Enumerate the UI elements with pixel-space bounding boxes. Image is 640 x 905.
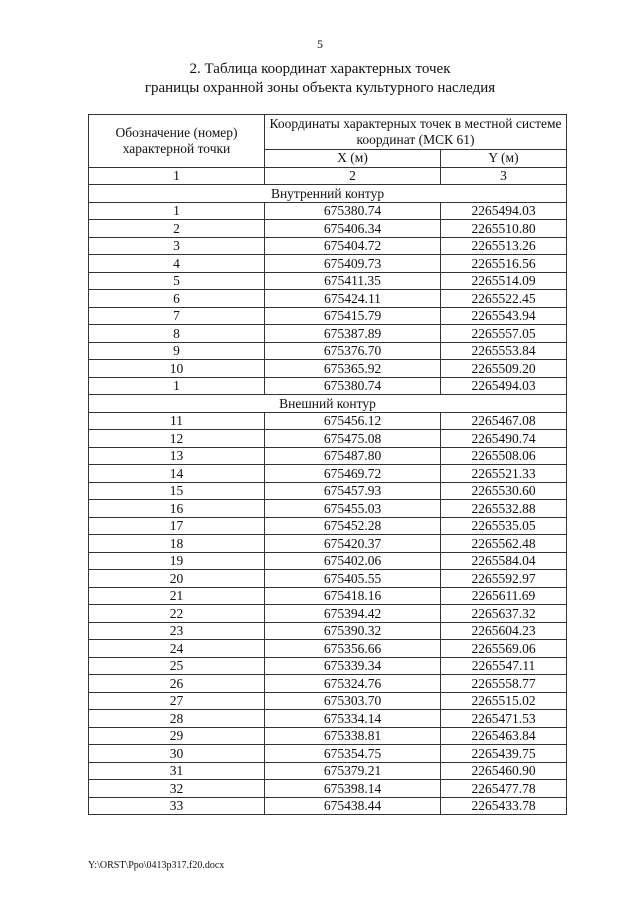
table-row	[89, 482, 567, 500]
point-number: 28	[89, 710, 265, 728]
coordinate-y: 2265569.06	[441, 640, 567, 658]
coordinate-y: 2265535.05	[441, 517, 567, 535]
coordinate-y: 2265477.78	[441, 780, 567, 798]
header-y: Y (м)	[441, 150, 567, 168]
coordinate-x: 675376.70	[265, 342, 441, 360]
point-number: 30	[89, 745, 265, 763]
column-numbers-row	[89, 167, 567, 185]
table-row	[89, 762, 567, 780]
point-number: 17	[89, 517, 265, 535]
table-row	[89, 640, 567, 658]
point-number: 32	[89, 780, 265, 798]
table-row	[89, 517, 567, 535]
coordinate-y: 2265592.97	[441, 570, 567, 588]
table-row	[89, 500, 567, 518]
coordinate-y: 2265521.33	[441, 465, 567, 483]
page-number: 5	[317, 37, 323, 51]
coordinate-y: 2265467.08	[441, 412, 567, 430]
coordinate-x: 675420.37	[265, 535, 441, 553]
coordinate-x: 675469.72	[265, 465, 441, 483]
section-row	[89, 185, 567, 203]
coordinate-x: 675334.14	[265, 710, 441, 728]
table-row	[89, 447, 567, 465]
point-number: 4	[89, 255, 265, 273]
coordinate-y: 2265532.88	[441, 500, 567, 518]
header-x: X (м)	[265, 150, 441, 168]
coordinate-y: 2265494.03	[441, 202, 567, 220]
coordinates-table-body	[89, 115, 567, 815]
coordinate-y: 2265553.84	[441, 342, 567, 360]
point-number: 8	[89, 325, 265, 343]
document-title	[0, 60, 640, 98]
table-row	[89, 605, 567, 623]
point-number: 7	[89, 307, 265, 325]
coordinate-y: 2265510.80	[441, 220, 567, 238]
point-number: 14	[89, 465, 265, 483]
table-row	[89, 430, 567, 448]
coordinate-x: 675409.73	[265, 255, 441, 273]
point-number: 2	[89, 220, 265, 238]
point-number: 10	[89, 360, 265, 378]
point-number: 12	[89, 430, 265, 448]
table-row	[89, 342, 567, 360]
point-number: 1	[89, 377, 265, 395]
title-line-1: 2. Таблица координат характерных точек	[189, 61, 451, 77]
coordinate-x: 675354.75	[265, 745, 441, 763]
coordinate-y: 2265433.78	[441, 797, 567, 815]
table-row	[89, 237, 567, 255]
coordinate-x: 675387.89	[265, 325, 441, 343]
coordinate-x: 675402.06	[265, 552, 441, 570]
table-row	[89, 570, 567, 588]
table-row	[89, 360, 567, 378]
coordinate-x: 675338.81	[265, 727, 441, 745]
coordinate-y: 2265513.26	[441, 237, 567, 255]
coordinate-x: 675475.08	[265, 430, 441, 448]
coordinate-x: 675380.74	[265, 202, 441, 220]
point-number: 31	[89, 762, 265, 780]
point-number: 21	[89, 587, 265, 605]
table-row	[89, 290, 567, 308]
coordinate-y: 2265611.69	[441, 587, 567, 605]
coordinate-y: 2265530.60	[441, 482, 567, 500]
coordinate-x: 675365.92	[265, 360, 441, 378]
point-number: 15	[89, 482, 265, 500]
section-row	[89, 395, 567, 413]
coordinates-table	[88, 114, 567, 815]
table-row	[89, 587, 567, 605]
coordinate-y: 2265584.04	[441, 552, 567, 570]
point-number: 1	[89, 202, 265, 220]
table-row	[89, 220, 567, 238]
coordinate-y: 2265522.45	[441, 290, 567, 308]
header-coordinates: Координаты характерных точек в местной системе координат (МСК 61)	[265, 115, 567, 150]
coordinate-x: 675457.93	[265, 482, 441, 500]
point-number: 3	[89, 237, 265, 255]
section-title: Внутренний контур	[89, 185, 567, 203]
title-line-2: границы охранной зоны объекта культурного наследия	[144, 80, 496, 96]
point-number: 33	[89, 797, 265, 815]
point-number: 22	[89, 605, 265, 623]
table-row	[89, 202, 567, 220]
coordinate-x: 675438.44	[265, 797, 441, 815]
coordinate-x: 675411.35	[265, 272, 441, 290]
header-designation: Обозначение (номер) характерной точки	[89, 115, 265, 168]
point-number: 24	[89, 640, 265, 658]
column-number-1: 1	[89, 167, 265, 185]
coordinate-x: 675405.55	[265, 570, 441, 588]
coordinate-y: 2265543.94	[441, 307, 567, 325]
coordinate-y: 2265471.53	[441, 710, 567, 728]
coordinate-y: 2265494.03	[441, 377, 567, 395]
point-number: 11	[89, 412, 265, 430]
point-number: 16	[89, 500, 265, 518]
point-number: 5	[89, 272, 265, 290]
coordinate-x: 675418.16	[265, 587, 441, 605]
coordinate-x: 675380.74	[265, 377, 441, 395]
table-row	[89, 797, 567, 815]
point-number: 25	[89, 657, 265, 675]
table-row	[89, 272, 567, 290]
coordinate-y: 2265508.06	[441, 447, 567, 465]
table-row	[89, 465, 567, 483]
coordinate-y: 2265547.11	[441, 657, 567, 675]
table-row	[89, 412, 567, 430]
coordinate-x: 675406.34	[265, 220, 441, 238]
coordinate-x: 675398.14	[265, 780, 441, 798]
table-row	[89, 622, 567, 640]
point-number: 29	[89, 727, 265, 745]
coordinate-y: 2265490.74	[441, 430, 567, 448]
coordinate-y: 2265463.84	[441, 727, 567, 745]
table-row	[89, 325, 567, 343]
table-row	[89, 692, 567, 710]
coordinate-y: 2265558.77	[441, 675, 567, 693]
table-row	[89, 745, 567, 763]
point-number: 9	[89, 342, 265, 360]
point-number: 13	[89, 447, 265, 465]
table-row	[89, 535, 567, 553]
section-title: Внешний контур	[89, 395, 567, 413]
coordinate-y: 2265516.56	[441, 255, 567, 273]
coordinate-y: 2265604.23	[441, 622, 567, 640]
coordinate-x: 675379.21	[265, 762, 441, 780]
coordinate-x: 675394.42	[265, 605, 441, 623]
coordinate-x: 675456.12	[265, 412, 441, 430]
coordinate-x: 675424.11	[265, 290, 441, 308]
coordinate-x: 675487.80	[265, 447, 441, 465]
coordinate-x: 675404.72	[265, 237, 441, 255]
point-number: 19	[89, 552, 265, 570]
point-number: 27	[89, 692, 265, 710]
table-row	[89, 727, 567, 745]
file-path-footer: Y:\ORST\Ppo\0413p317.f20.docx	[88, 860, 225, 871]
coordinate-x: 675455.03	[265, 500, 441, 518]
point-number: 26	[89, 675, 265, 693]
table-row	[89, 377, 567, 395]
coordinate-x: 675452.28	[265, 517, 441, 535]
table-row	[89, 657, 567, 675]
coordinate-y: 2265439.75	[441, 745, 567, 763]
coordinate-y: 2265460.90	[441, 762, 567, 780]
point-number: 23	[89, 622, 265, 640]
coordinate-y: 2265509.20	[441, 360, 567, 378]
table-row	[89, 307, 567, 325]
point-number: 18	[89, 535, 265, 553]
coordinate-y: 2265514.09	[441, 272, 567, 290]
coordinate-y: 2265637.32	[441, 605, 567, 623]
coordinate-x: 675390.32	[265, 622, 441, 640]
table-row	[89, 255, 567, 273]
coordinate-x: 675415.79	[265, 307, 441, 325]
coordinate-x: 675303.70	[265, 692, 441, 710]
coordinate-x: 675324.76	[265, 675, 441, 693]
column-number-2: 2	[265, 167, 441, 185]
table-row	[89, 675, 567, 693]
point-number: 6	[89, 290, 265, 308]
table-row	[89, 780, 567, 798]
coordinate-x: 675356.66	[265, 640, 441, 658]
coordinate-y: 2265557.05	[441, 325, 567, 343]
coordinate-y: 2265562.48	[441, 535, 567, 553]
table-row	[89, 552, 567, 570]
point-number: 20	[89, 570, 265, 588]
coordinate-x: 675339.34	[265, 657, 441, 675]
header-row-1	[89, 115, 567, 150]
table-row	[89, 710, 567, 728]
coordinate-y: 2265515.02	[441, 692, 567, 710]
column-number-3: 3	[441, 167, 567, 185]
